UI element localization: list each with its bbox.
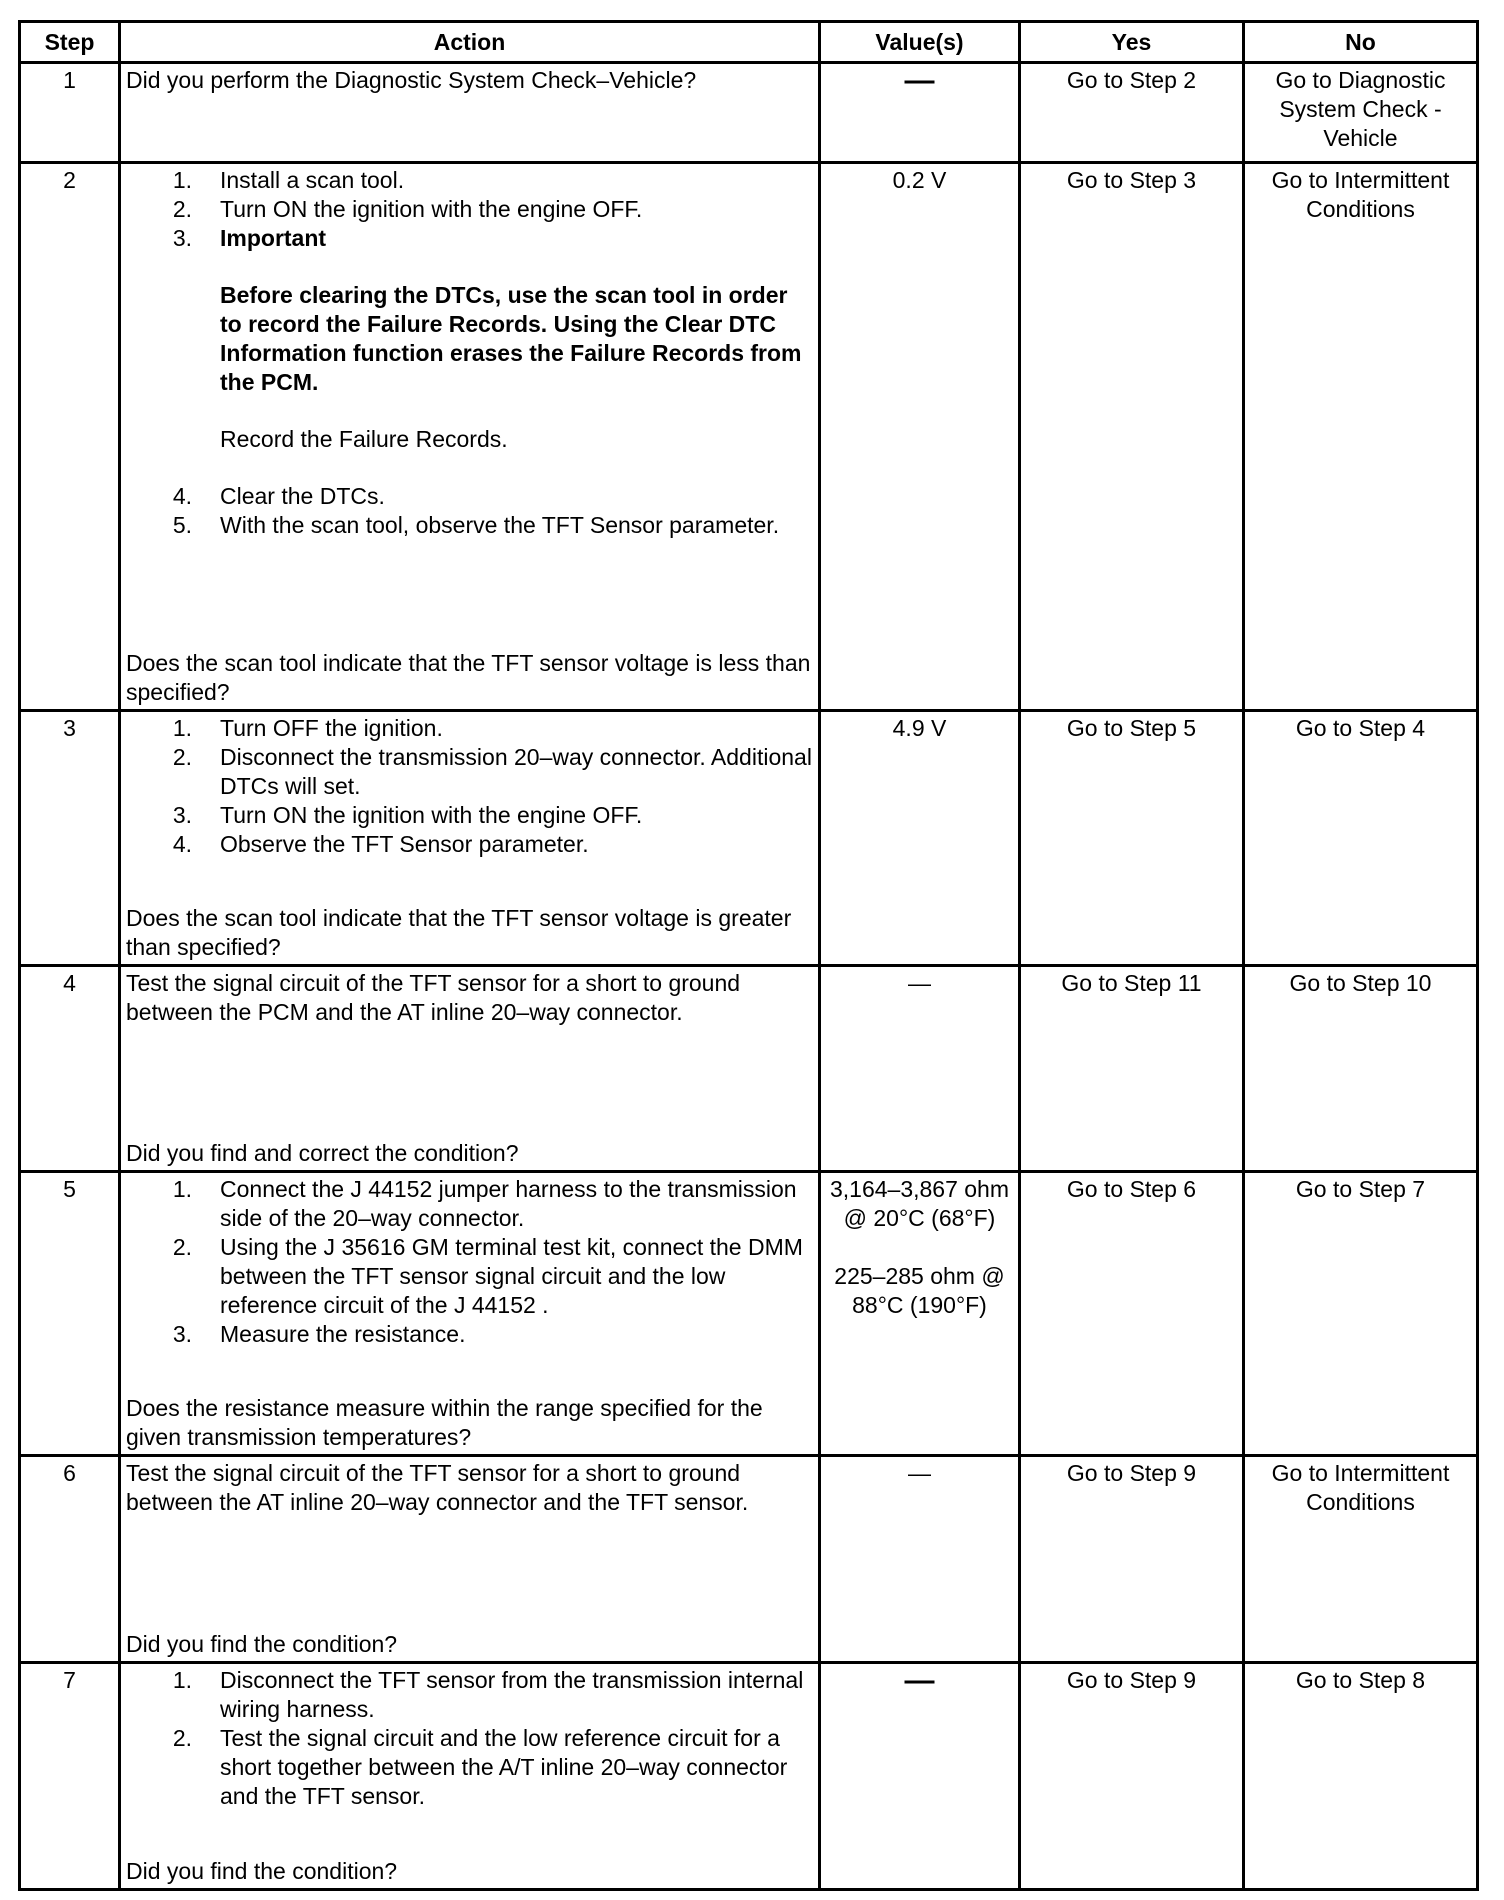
list-item: 4. Observe the TFT Sensor parameter. — [172, 831, 589, 857]
list-item: 3. Measure the resistance. — [172, 1321, 466, 1347]
value-cell: — — [820, 1456, 1020, 1663]
action-cell — [120, 1172, 820, 1456]
header-values: Value(s) — [820, 22, 1020, 63]
diagnostic-table — [18, 20, 1479, 1891]
list-item: 1. Turn OFF the ignition. — [172, 715, 443, 741]
value-cell: — — [820, 1663, 1020, 1890]
table-row — [20, 63, 1478, 163]
step-number: 3 — [20, 711, 120, 966]
action-lead: Test the signal circuit of the TFT sensor for a short to ground between the PCM and the AT inline 20–way connector. — [126, 970, 741, 1025]
action-lead: Test the signal circuit of the TFT sensor for a short to ground between the AT inline 20–way connector and the TFT sensor. — [126, 1460, 749, 1515]
no-cell: Go to Step 10 — [1244, 966, 1478, 1172]
list-item: 3. Important Before clearing the DTCs, use the scan tool in order to record the Failure Records. Using the Clear DTC Information function erases the Failure Records from the PCM. Record the Failure Records. — [126, 224, 813, 454]
step-number: 1 — [20, 63, 120, 163]
step-number: 6 — [20, 1456, 120, 1663]
action-steps — [126, 714, 813, 859]
table-row — [20, 966, 1478, 1172]
value-hot-temp: 225–285 ohm @ 88°C (190°F) — [834, 1263, 1005, 1318]
list-item: 2. Turn ON the ignition with the engine OFF. — [172, 196, 643, 222]
list-item: 4. Clear the DTCs. — [172, 483, 385, 509]
table-row — [20, 1456, 1478, 1663]
no-cell: Go to Step 4 — [1244, 711, 1478, 966]
table-row — [20, 1663, 1478, 1890]
no-cell: Go to Intermittent Conditions — [1244, 163, 1478, 711]
table-row — [20, 163, 1478, 711]
list-item: 2. Disconnect the transmission 20–way connector. Additional DTCs will set. — [172, 744, 812, 799]
action-question: Does the scan tool indicate that the TFT sensor voltage is greater than specified? — [126, 905, 792, 960]
header-yes: Yes — [1020, 22, 1244, 63]
yes-cell: Go to Step 6 — [1020, 1172, 1244, 1456]
step-number: 2 — [20, 163, 120, 711]
action-cell — [120, 966, 820, 1172]
action-cell — [120, 1663, 820, 1890]
action-question: Did you perform the Diagnostic System Check–Vehicle? — [126, 67, 697, 93]
action-question: Did you find the condition? — [126, 1858, 398, 1884]
no-cell: Go to Diagnostic System Check - Vehicle — [1244, 63, 1478, 163]
header-row — [20, 22, 1478, 63]
action-steps — [126, 1175, 813, 1349]
yes-cell: Go to Step 5 — [1020, 711, 1244, 966]
no-cell: Go to Step 7 — [1244, 1172, 1478, 1456]
yes-cell: Go to Step 11 — [1020, 966, 1244, 1172]
value-cell: — — [820, 63, 1020, 163]
important-label: Important — [220, 225, 327, 251]
action-question: Does the resistance measure within the range specified for the given transmission temperatures? — [126, 1395, 763, 1450]
action-steps — [126, 166, 813, 540]
no-cell: Go to Intermittent Conditions — [1244, 1456, 1478, 1663]
action-cell — [120, 63, 820, 163]
no-cell: Go to Step 8 — [1244, 1663, 1478, 1890]
list-item: 2. Test the signal circuit and the low reference circuit for a short together between the A/T inline 20–way connector and the TFT sensor. — [172, 1725, 788, 1809]
action-steps — [126, 1666, 813, 1811]
list-item: 2. Using the J 35616 GM terminal test kit, connect the DMM between the TFT sensor signal circuit and the low reference circuit of the J 44152 . — [172, 1234, 803, 1318]
list-item: 5. With the scan tool, observe the TFT Sensor parameter. — [172, 512, 780, 538]
action-question: Did you find and correct the condition? — [126, 1140, 519, 1166]
yes-cell: Go to Step 9 — [1020, 1456, 1244, 1663]
yes-cell: Go to Step 3 — [1020, 163, 1244, 711]
value-room-temp: 3,164–3,867 ohm @ 20°C (68°F) — [829, 1176, 1010, 1231]
step-number: 4 — [20, 966, 120, 1172]
list-item: 1. Disconnect the TFT sensor from the transmission internal wiring harness. — [172, 1667, 804, 1722]
value-cell: — — [820, 966, 1020, 1172]
step-number: 5 — [20, 1172, 120, 1456]
yes-cell: Go to Step 2 — [1020, 63, 1244, 163]
action-cell — [120, 711, 820, 966]
value-cell — [820, 1172, 1020, 1456]
table-row — [20, 1172, 1478, 1456]
header-no: No — [1244, 22, 1478, 63]
action-cell — [120, 1456, 820, 1663]
action-question: Does the scan tool indicate that the TFT sensor voltage is less than specified? — [126, 650, 811, 705]
list-item: 1. Install a scan tool. — [172, 167, 405, 193]
value-cell: 0.2 V — [820, 163, 1020, 711]
important-note: Record the Failure Records. — [220, 426, 508, 452]
list-item: 3. Turn ON the ignition with the engine OFF. — [172, 802, 643, 828]
value-cell: 4.9 V — [820, 711, 1020, 966]
step-number: 7 — [20, 1663, 120, 1890]
action-cell — [120, 163, 820, 711]
list-item: 1. Connect the J 44152 jumper harness to the transmission side of the 20–way connector. — [172, 1176, 797, 1231]
yes-cell: Go to Step 9 — [1020, 1663, 1244, 1890]
header-action: Action — [120, 22, 820, 63]
header-step: Step — [20, 22, 120, 63]
important-text: Before clearing the DTCs, use the scan tool in order to record the Failure Records. Using the Clear DTC Information function erases the Failure Records from the PCM. — [220, 282, 802, 395]
action-question: Did you find the condition? — [126, 1631, 398, 1657]
table-row — [20, 711, 1478, 966]
